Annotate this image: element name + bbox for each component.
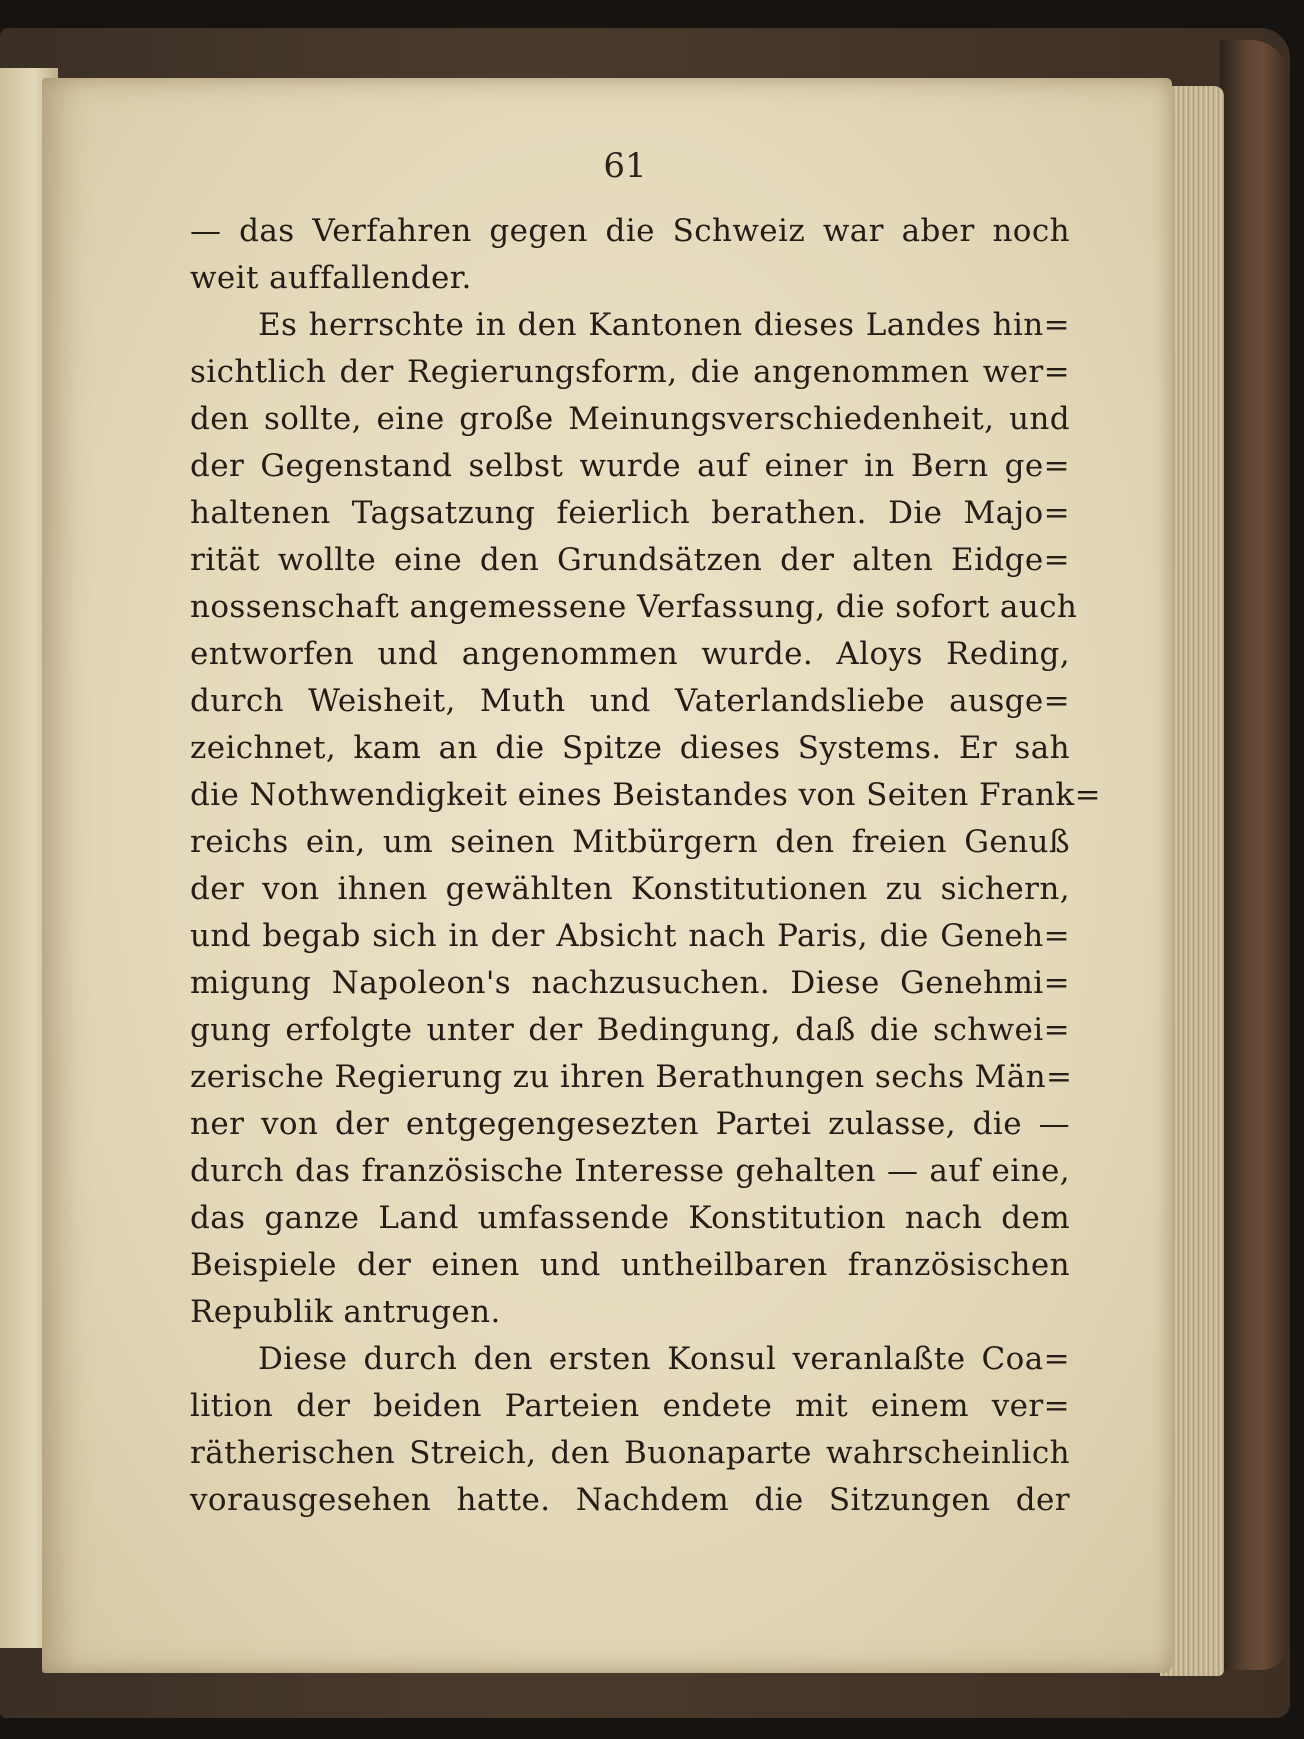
text-line: der von ihnen gewählten Konstitutionen zu sichern, (190, 871, 1070, 907)
text-line: und begab sich in der Absicht nach Paris, die Geneh= (190, 918, 1070, 954)
book-spine-edge (1220, 40, 1290, 1670)
text-line: Es herrschte in den Kantonen dieses Landes hin= (258, 307, 1070, 343)
text-line: sichtlich der Regierungsform, die angenommen wer= (190, 354, 1070, 390)
text-line: das ganze Land umfassende Konstitution nach dem (190, 1200, 1070, 1236)
text-line: rätherischen Streich, den Buonaparte wahrscheinlich (190, 1435, 1070, 1471)
text-line: rität wollte eine den Grundsätzen der alten Eidge= (190, 542, 1070, 578)
book-page (42, 78, 1172, 1673)
text-line: ner von der entgegengesezten Partei zulasse, die — (190, 1106, 1070, 1142)
text-line: weit auffallender. (190, 260, 472, 296)
text-line: haltenen Tagsatzung feierlich berathen. Die Majo= (190, 495, 1070, 531)
text-line: vorausgesehen hatte. Nachdem die Sitzungen der (190, 1482, 1070, 1518)
text-line: lition der beiden Parteien endete mit einem ver= (190, 1388, 1070, 1424)
page-number: 61 (603, 146, 647, 186)
text-line: die Nothwendigkeit eines Beistandes von Seiten Frank= (190, 777, 1101, 813)
text-line: Republik antrugen. (190, 1294, 501, 1330)
text-line: der Gegenstand selbst wurde auf einer in Bern ge= (190, 448, 1070, 484)
text-line: Beispiele der einen und untheilbaren französischen (190, 1247, 1070, 1283)
text-line: Diese durch den ersten Konsul veranlaßte Coa= (258, 1341, 1070, 1377)
text-line: den sollte, eine große Meinungsverschiedenheit, und (190, 401, 1070, 437)
text-line: zeichnet, kam an die Spitze dieses Systems. Er sah (190, 730, 1070, 766)
text-line: gung erfolgte unter der Bedingung, daß die schwei= (190, 1012, 1070, 1048)
text-line: reichs ein, um seinen Mitbürgern den freien Genuß (190, 824, 1070, 860)
text-line: migung Napoleon's nachzusuchen. Diese Genehmi= (190, 965, 1070, 1001)
text-line: durch das französische Interesse gehalten — auf eine, (190, 1153, 1070, 1189)
text-line: nossenschaft angemessene Verfassung, die sofort auch (190, 589, 1078, 625)
body-text (190, 208, 1101, 1524)
text-line: zerische Regierung zu ihren Berathungen sechs Män= (190, 1059, 1073, 1095)
text-line: durch Weisheit, Muth und Vaterlandsliebe ausge= (190, 683, 1070, 719)
text-line: — das Verfahren gegen die Schweiz war aber noch (190, 213, 1070, 249)
text-line: entworfen und angenommen wurde. Aloys Reding, (190, 636, 1070, 672)
